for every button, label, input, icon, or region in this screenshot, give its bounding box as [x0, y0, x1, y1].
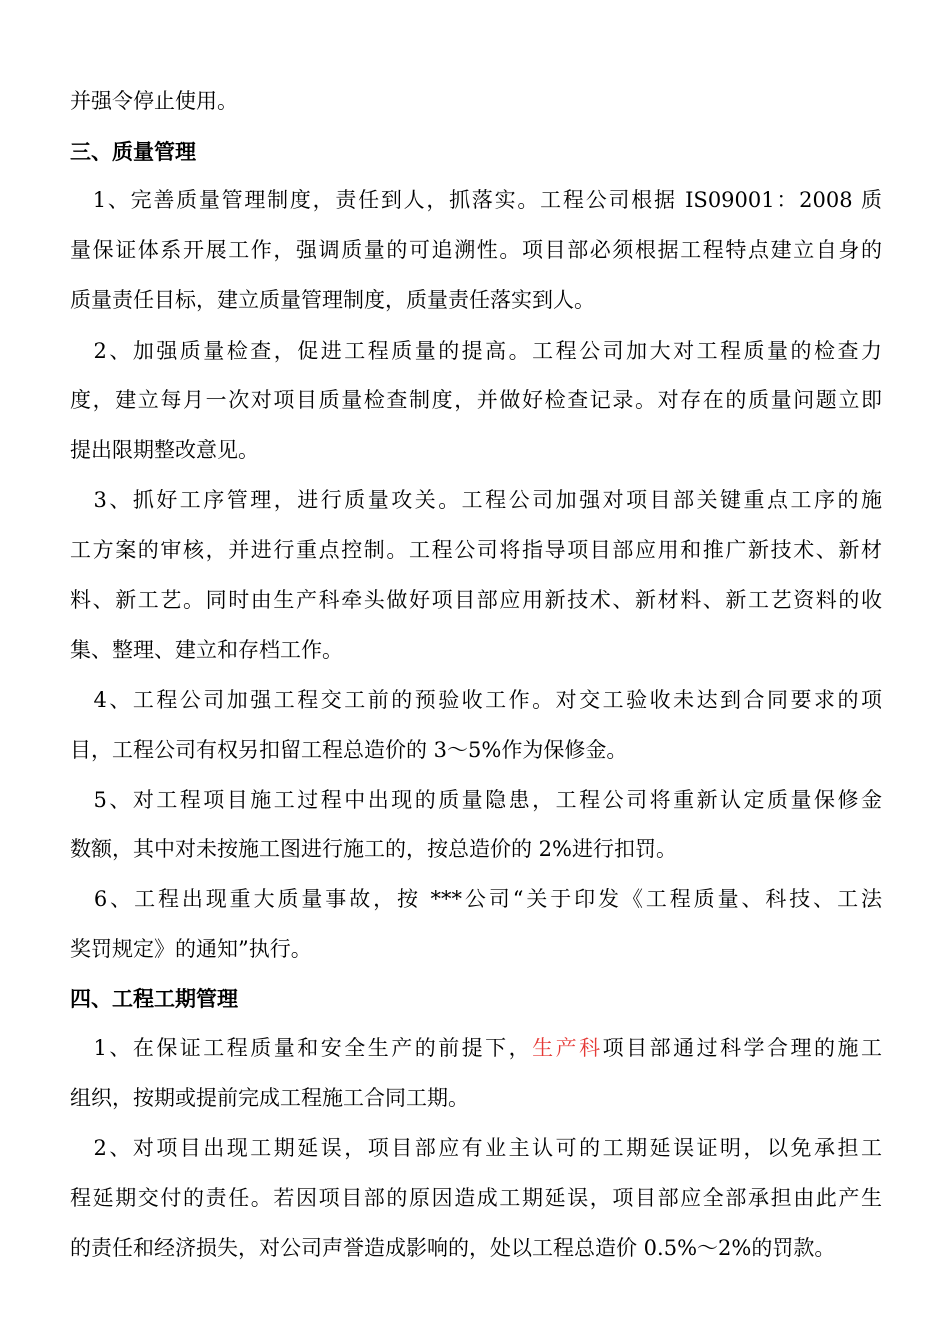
paragraph-line: 量保证体系开展工作，强调质量的可追溯性。项目部必须根据工程特点建立自身的 [70, 238, 882, 262]
paragraph-line: 3、抓好工序管理，进行质量攻关。工程公司加强对项目部关键重点工序的施 [70, 488, 882, 512]
paragraph-line: 奖罚规定》的通知”执行。 [70, 937, 312, 961]
paragraph-line: 集、整理、建立和存档工作。 [70, 638, 343, 662]
paragraph-line: 度，建立每月一次对项目质量检查制度，并做好检查记录。对存在的质量问题立即 [70, 388, 882, 412]
paragraph-line: 数额，其中对未按施工图进行施工的，按总造价的 2%进行扣罚。 [70, 837, 677, 861]
paragraph-line: 5、对工程项目施工过程中出现的质量隐患，工程公司将重新认定质量保修金 [70, 788, 882, 812]
paragraph-line: 2、对项目出现工期延误，项目部应有业主认可的工期延误证明，以免承担工 [70, 1136, 882, 1160]
paragraph-line: 目，工程公司有权另扣留工程总造价的 3～5%作为保修金。 [70, 738, 628, 762]
section-heading-quality: 三、质量管理 [70, 139, 196, 164]
highlighted-text: 生产科 [532, 1036, 603, 1060]
text-run: 项目部通过科学合理的施工 [602, 1036, 882, 1060]
paragraph-line: 1、完善质量管理制度，责任到人，抓落实。工程公司根据 IS09001：2008 质 [70, 188, 882, 212]
section-heading-schedule: 四、工程工期管理 [70, 986, 238, 1011]
paragraph-line: 组织，按期或提前完成工程施工合同工期。 [70, 1086, 469, 1110]
paragraph-line: 6、工程出现重大质量事故，按 ***公司“关于印发《工程质量、科技、工法 [70, 887, 882, 911]
paragraph-line: 程延期交付的责任。若因项目部的原因造成工期延误，项目部应全部承担由此产生 [70, 1186, 882, 1210]
paragraph-line: 质量责任目标，建立质量管理制度，质量责任落实到人。 [70, 288, 595, 312]
paragraph-line: 4、工程公司加强工程交工前的预验收工作。对交工验收未达到合同要求的项 [70, 688, 882, 712]
paragraph-line: 的责任和经济损失，对公司声誉造成影响的，处以工程总造价 0.5%～2%的罚款。 [70, 1236, 836, 1260]
paragraph-line: 提出限期整改意见。 [70, 438, 259, 462]
paragraph-line: 并强令停止使用。 [70, 89, 238, 113]
paragraph-line [70, 1033, 882, 1063]
paragraph-line: 2、加强质量检查，促进工程质量的提高。工程公司加大对工程质量的检查力 [70, 339, 882, 363]
paragraph-line: 工方案的审核，并进行重点控制。工程公司将指导项目部应用和推广新技术、新材 [70, 538, 882, 562]
paragraph-line: 料、新工艺。同时由生产科牵头做好项目部应用新技术、新材料、新工艺资料的收 [70, 588, 882, 612]
text-run: 1、在保证工程质量和安全生产的前提下， [70, 1036, 533, 1060]
